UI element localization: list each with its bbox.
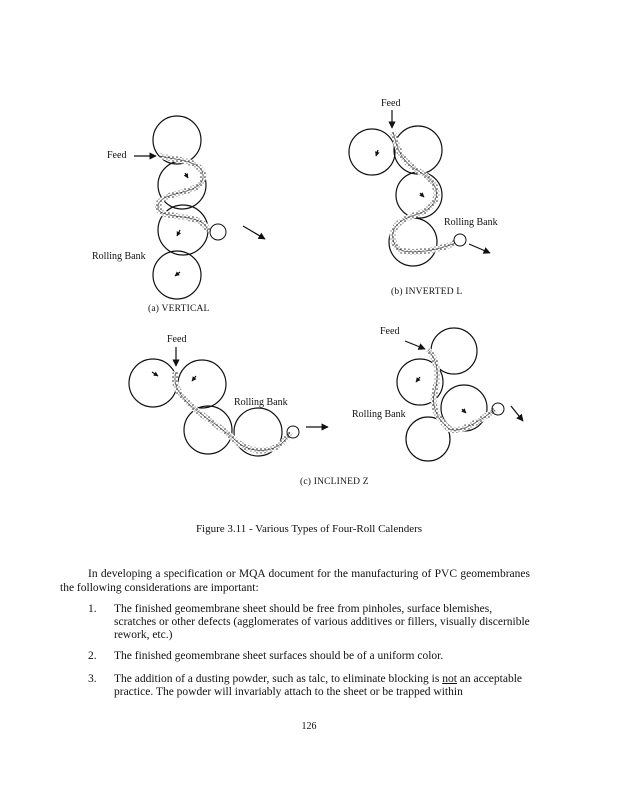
- item-number: 2.: [88, 650, 97, 662]
- item-text-before: The addition of a dusting powder, such as talc, to eliminate blocking is: [114, 673, 443, 685]
- item-text-after: an acceptable practice. The powder will invariably attach to the sheet or be trapped within: [114, 673, 523, 698]
- list-item: [90, 650, 530, 663]
- feed-label-b: Feed: [381, 98, 401, 109]
- item-text: The finished geomembrane sheet should be free from pinholes, surface blemishes, scratches or other defects (agglomerates of various additives or fillers, visually discernible rework, etc.): [114, 603, 530, 641]
- roll: [129, 359, 177, 407]
- sheet-path: [393, 132, 455, 252]
- intro-paragraph: [60, 567, 530, 595]
- caption-a: (a) VERTICAL: [148, 304, 210, 314]
- list-item: [90, 603, 530, 642]
- caption-b: (b) INVERTED L: [391, 287, 463, 297]
- item-text: The finished geomembrane sheet surfaces should be of a uniform color.: [114, 650, 444, 662]
- rolling-bank: [454, 234, 466, 246]
- item-text: [114, 673, 530, 699]
- inclined-z-calender-diagram: [129, 347, 328, 456]
- rolling-bank-label-b: Rolling Bank: [444, 217, 498, 228]
- intro-text: In developing a specification or MQA document for the manufacturing of PVC geomembranes the following considerations are important:: [60, 568, 530, 594]
- vertical-calender-diagram: [134, 116, 265, 299]
- item-text-emphasis: not: [442, 673, 457, 685]
- rolling-bank-label-d: Rolling Bank: [352, 409, 406, 420]
- feed-label-d: Feed: [380, 326, 400, 337]
- item-number: 1.: [88, 603, 97, 615]
- caption-c: (c) INCLINED Z: [300, 477, 369, 487]
- sheet-path: [428, 350, 495, 430]
- page-number: 126: [301, 721, 317, 732]
- inclined-z-calender-diagram-alt: [397, 328, 523, 461]
- figure-caption: Figure 3.11 - Various Types of Four-Roll Calenders: [195, 523, 423, 535]
- feed-label-c: Feed: [167, 334, 187, 345]
- feed-label-a: Feed: [107, 150, 127, 161]
- item-number: 3.: [88, 673, 97, 685]
- rolling-bank: [210, 224, 226, 240]
- rolling-bank-label-c: Rolling Bank: [234, 397, 288, 408]
- inverted-l-calender-diagram: [349, 110, 490, 266]
- rolling-bank-label-a: Rolling Bank: [92, 251, 146, 262]
- list-item: [90, 673, 530, 699]
- roll: [349, 129, 395, 175]
